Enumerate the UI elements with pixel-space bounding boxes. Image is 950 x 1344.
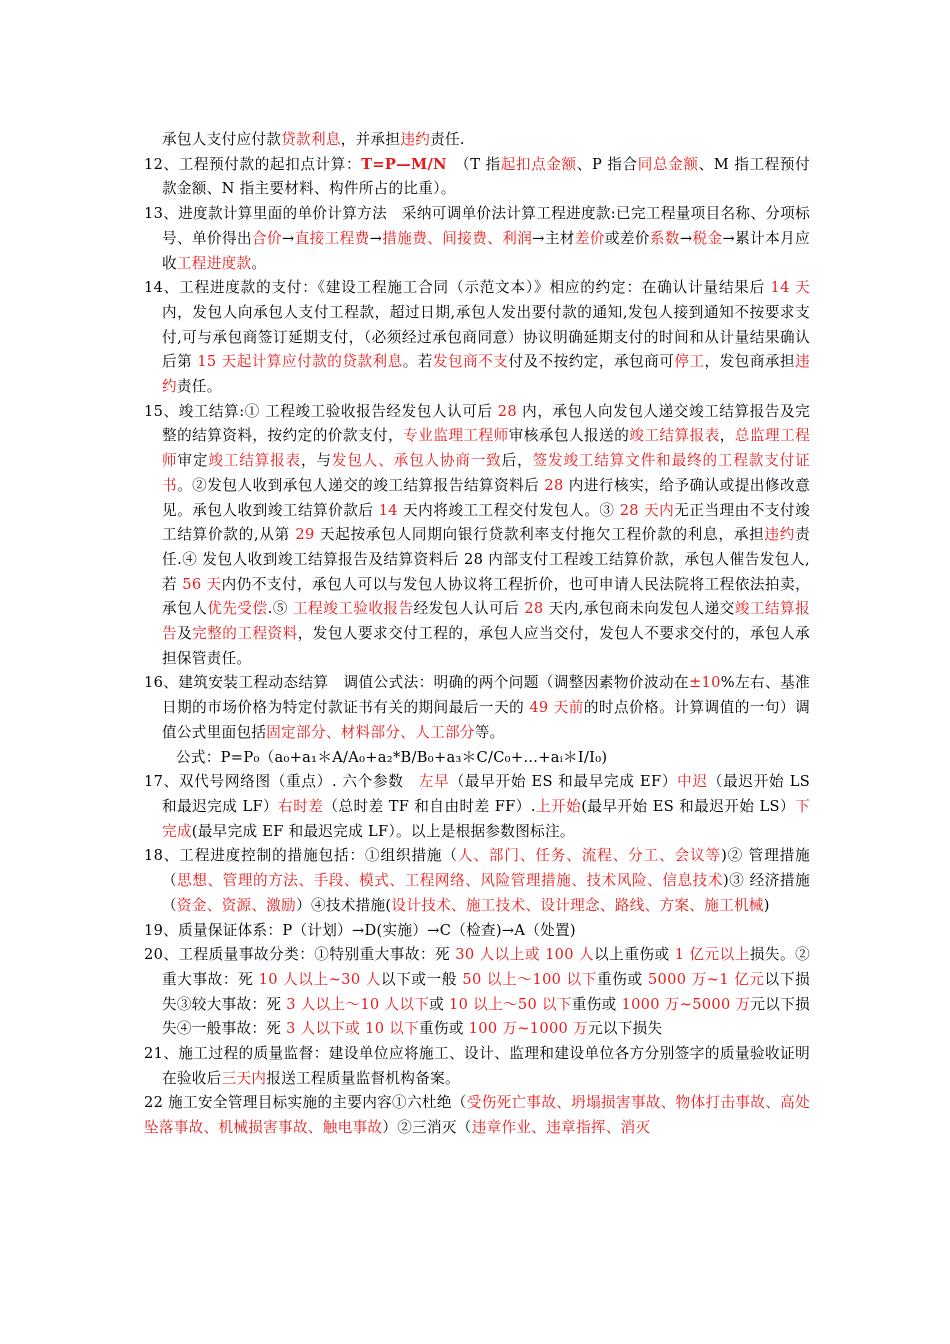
highlight-text: 28: [497, 402, 517, 420]
paragraph-10: [144, 943, 810, 1042]
body-text: （总时差 TF 和自由时差 FF）.: [323, 797, 536, 815]
body-text: 或: [429, 995, 450, 1013]
body-text: 元以下损失: [587, 1020, 663, 1038]
highlight-text: 左早: [418, 773, 450, 791]
paragraph-0: [144, 128, 810, 153]
highlight-text: 人、部门、任务、流程、分工、会议等: [457, 847, 722, 865]
body-text: 经发包人认可后: [413, 600, 525, 618]
body-text: 重伤或: [597, 970, 648, 988]
body-text: 或差价: [604, 229, 650, 247]
body-text: 内，承包人向发包人递交竣工结算报告及完整的结算资料，按约定的价款支付，: [162, 402, 810, 445]
body-text: 付及不按约定，承包商可: [508, 353, 675, 371]
highlight-text: 合价: [251, 229, 282, 247]
highlight-text: 违约: [400, 131, 431, 148]
highlight-text: 竣工结算报表: [208, 452, 301, 470]
body-text: ，并承担: [340, 131, 401, 148]
highlight-text: 措施费、间接费、利润: [382, 229, 533, 247]
body-text: 以上重伤或: [594, 946, 675, 964]
highlight-text: 30 人以上或 100 人: [455, 946, 595, 964]
highlight-text: 1 亿元以上: [674, 946, 750, 964]
body-text: →: [281, 229, 295, 247]
body-text: 承包人支付应付款: [162, 131, 282, 148]
highlight-text: 14: [378, 501, 398, 519]
body-text: 责任.: [430, 131, 465, 148]
body-text: ，: [719, 427, 735, 445]
body-text: 天内将竣工工程交付发包人。③: [397, 501, 620, 519]
body-text: )③ 经济措施（: [162, 872, 810, 914]
highlight-text: 下完成: [162, 797, 810, 840]
highlight-text: 竣工结算报告: [162, 600, 810, 643]
body-text: (最早开始 ES 和最迟开始 LS）: [581, 797, 796, 815]
body-text: 15、竣工结算:① 工程竣工验收报告经发包人认可后: [144, 402, 498, 420]
body-text: 审核承包人报送的: [508, 427, 630, 445]
body-text: ）④技术措施(: [296, 896, 392, 914]
paragraph-12: [144, 1091, 810, 1140]
body-text: ，与: [300, 452, 332, 470]
paragraph-8: [144, 844, 810, 918]
highlight-text: 资金、资源、激励: [176, 896, 297, 914]
body-text: ）②三消灭（: [382, 1119, 472, 1137]
body-text: 19、质量保证体系：P（计划）→D(实施）→C（检查)→A（处置): [144, 921, 576, 939]
highlight-text: 右时差: [278, 797, 324, 815]
body-text: 。②发包人收到承包人递交的竣工结算报告结算资料后: [177, 476, 545, 494]
body-text: )② 管理措施（: [162, 847, 810, 890]
highlight-text: 3 人以下或 10 以下: [286, 1020, 420, 1038]
paragraph-6: [144, 746, 810, 771]
body-text: 及: [177, 625, 193, 643]
body-text: 以下损失③较大事故：死: [162, 970, 811, 1013]
body-text: 重伤或: [571, 995, 622, 1013]
body-text: 审定: [177, 452, 209, 470]
body-text: 元以下损失④一般事故：死: [162, 995, 811, 1038]
paragraph-7: [144, 770, 810, 844]
highlight-text: 1000 万~5000 万: [621, 995, 751, 1013]
highlight-text: 15 天起计算应付款的贷款利息: [197, 353, 403, 371]
highlight-text: 专业监理工程师: [403, 427, 509, 445]
body-text: 17、双代号网络图（重点）. 六个参数: [144, 773, 419, 791]
body-text: 13、进度款计算里面的单价计算方法 采纳可调单价法计算工程进度款:已完工程量项目名称、分项标号、单价得出: [144, 205, 810, 247]
body-text: ，发包商承担: [704, 353, 796, 371]
body-text: 。: [251, 254, 267, 272]
body-text: （T 指: [446, 155, 501, 173]
highlight-text: 差价: [574, 229, 605, 247]
highlight-text: 工程进度款: [176, 254, 252, 272]
body-text: 20、工程质量事故分类：①特别重大事故：死: [144, 946, 456, 964]
highlight-text: 系数: [649, 229, 680, 247]
highlight-text: 违章作业、违章指挥、消灭: [471, 1119, 651, 1137]
highlight-text: 起扣点金额: [500, 155, 577, 173]
paragraph-4: [144, 400, 810, 672]
highlight-text: 税金: [692, 229, 723, 247]
highlight-text: 签发竣工结算文件和最终的工程款支付证书: [162, 452, 810, 494]
body-text: 天内,承包商未向发包人递交: [543, 600, 735, 618]
highlight-text: 固定部分、材料部分、人工部分: [266, 723, 475, 741]
body-text: 等。: [474, 723, 505, 741]
body-text: 报送工程质量监督机构备案。: [266, 1069, 460, 1087]
paragraph-5: [144, 671, 810, 745]
highlight-text: 优先受偿: [207, 600, 268, 618]
paragraph-2: [144, 202, 810, 276]
highlight-text: 受伤死亡事故、坍塌损害事故、物体打击事故、高处坠落事故、机械损害事故、触电事故: [144, 1094, 810, 1137]
body-text: (最早完成 EF 和最迟完成 LF）。以上是根据参数图标注。: [191, 822, 575, 840]
highlight-text: 28: [524, 600, 544, 618]
highlight-text: 直接工程费: [294, 229, 370, 247]
highlight-text: 违约: [162, 353, 810, 396]
body-text: ，发包人要求交付工程的，承包人应当交付，发包人不要求交付的，承包人承担保管责任。: [162, 625, 810, 667]
body-text: →累计本月应收: [162, 229, 810, 272]
body-text: 12、工程预付款的起扣点计算：: [144, 155, 362, 173]
body-text: 21、施工过程的质量监督：建设单位应将施工、设计、监理和建设单位各方分别签字的质量验收证明在验收后: [144, 1045, 810, 1087]
highlight-text: 3 人以上～10 人以下: [286, 995, 430, 1013]
highlight-text: 10 以上～50 以下: [449, 995, 572, 1013]
highlight-text: 29: [295, 526, 315, 544]
highlight-text: 发包商不支: [432, 353, 509, 371]
body-text: 无正当理由不支付竣工结算价款的,从第: [162, 501, 810, 544]
body-text: 公式：P=P₀（a₀+a₁＊A/A₀+a₂*B/B₀+a₃＊C/C₀+…+aᵢ＊I/I₀): [176, 748, 608, 766]
document-body: [144, 128, 810, 1141]
highlight-text: 28: [544, 476, 564, 494]
highlight-text: 违约: [764, 526, 796, 544]
body-text: 16、建筑安装工程动态结算 调值公式法：明确的两个问题（调整因素物价波动在: [144, 674, 690, 692]
body-text: 、P 指合: [576, 155, 638, 173]
highlight-text: T=P—M/N: [361, 155, 447, 173]
body-text: →: [369, 229, 383, 247]
body-text: 14、工程进度款的支付：《建设工程施工合同（示范文本）》相应的约定：在确认计量结果后: [144, 279, 771, 297]
body-text: （最早开始 ES 和最早完成 EF）: [449, 773, 678, 791]
highlight-text: 贷款利息: [281, 131, 341, 148]
paragraph-1: [144, 153, 810, 202]
highlight-text: 56 天: [182, 575, 222, 593]
body-text: （最迟开始 LS 和最迟完成 LF）: [162, 773, 811, 815]
body-text: 损失。②重大事故：死: [162, 946, 810, 988]
highlight-text: 同总金额: [637, 155, 699, 173]
body-text: 天起按承包人同期向银行贷款利率支付拖欠工程价款的利息，承担: [314, 526, 765, 544]
highlight-text: 100 万~1000 万: [468, 1020, 588, 1038]
body-text: %左右、基准日期的市场价格为特定付款证书有关的期间最后一天的: [162, 674, 810, 717]
body-text: 、M 指工程预付款金额、N 指主要材料、构件所占的比重）。: [162, 155, 810, 198]
body-text: →: [679, 229, 693, 247]
body-text: 18、工程进度控制的措施包括：①组织措施（: [144, 847, 458, 865]
highlight-text: 工程竣工验收报告: [292, 600, 414, 618]
highlight-text: 停工: [674, 353, 705, 371]
highlight-text: 中迟: [677, 773, 708, 791]
highlight-text: 10 人以上~30 人: [258, 970, 381, 988]
body-text: .⑤: [267, 600, 293, 618]
body-text: 内，发包人向承包人支付工程款，超过日期,承包人发出要付款的通知,发包人接到通知不按要求支付,可与承包商签订延期支付，（必须经过承包商同意）协议明确延期支付的时间和从计量结果确认后第: [162, 303, 810, 371]
highlight-text: 49 天前: [529, 699, 584, 717]
highlight-text: 发包人、承包人协商一致: [331, 452, 502, 470]
body-text: 责任。: [176, 378, 222, 396]
body-text: 内仍不支付，承包人可以与发包人协议将工程折价，也可申请人民法院将工程依法拍卖，承包人: [162, 575, 810, 618]
body-text: 的时点价格。计算调值的一句）调值公式里面包括: [162, 699, 810, 741]
paragraph-3: [144, 276, 810, 400]
highlight-text: 上开始: [535, 797, 582, 815]
body-text: 22 施工安全管理目标实施的主要内容①六杜绝（: [144, 1094, 467, 1112]
highlight-text: 50 以上～100 以下: [462, 970, 597, 988]
body-text: 责任.④ 发包人收到竣工结算报告及结算资料后 28 内部支付工程竣工结算价款，承包人催告发包人,若: [162, 526, 810, 593]
body-text: 后，: [501, 452, 533, 470]
body-text: 内进行核实，给予确认或提出修改意见。承包人收到竣工结算价款后: [162, 476, 810, 519]
highlight-text: 28 天内: [619, 501, 675, 519]
highlight-text: ±10: [689, 674, 721, 692]
highlight-text: 总监理工程师: [162, 427, 810, 470]
body-text: 以下或一般: [380, 970, 463, 988]
highlight-text: 完整的工程资料: [192, 625, 298, 643]
highlight-text: 思想、管理的方法、手段、模式、工程网络、风险管理措施、技术风险、信息技术: [177, 872, 723, 890]
body-text: 重伤或: [419, 1020, 469, 1038]
paragraph-9: [144, 919, 810, 944]
paragraph-11: [144, 1042, 810, 1091]
highlight-text: 三天内: [221, 1069, 267, 1087]
highlight-text: 14 天: [770, 279, 810, 297]
highlight-text: 竣工结算报表: [629, 427, 720, 445]
body-text: 。若: [402, 353, 433, 371]
body-text: ): [763, 896, 770, 914]
body-text: →主材: [532, 229, 575, 247]
highlight-text: 设计技术、施工技术、设计理念、路线、方案、施工机械: [391, 896, 764, 914]
highlight-text: 5000 万~1 亿元: [647, 970, 765, 988]
